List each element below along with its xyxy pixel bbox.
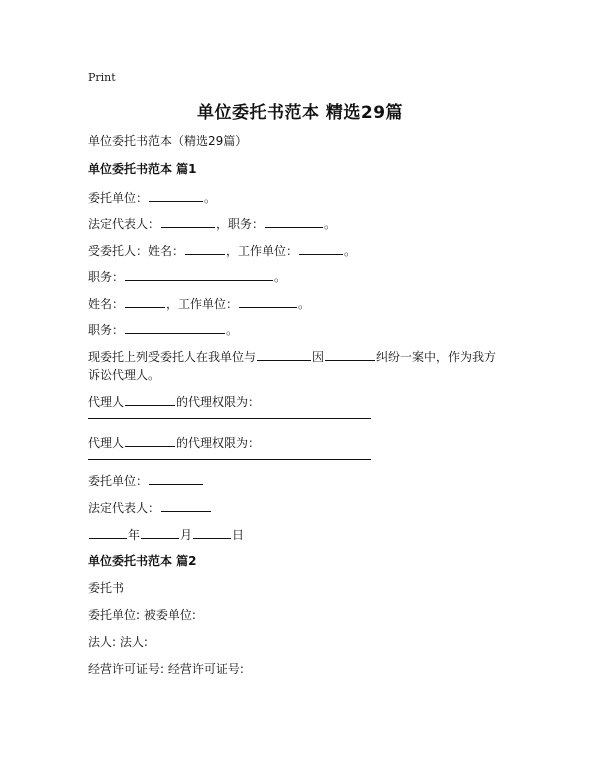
blank-line <box>265 215 323 228</box>
page-title: 单位委托书范本 精选29篇 <box>196 103 404 123</box>
paragraph-text-1: 现委托上列受委托人在我单位与 <box>88 350 257 364</box>
label-position: ，职务： <box>216 217 265 231</box>
blank-line <box>299 242 343 255</box>
signature-date <box>88 526 244 543</box>
field-agent-authority-2 <box>88 434 260 451</box>
label-name: 姓名： <box>88 297 125 311</box>
blank-line <box>185 242 225 255</box>
field-units: 委托单位: 被委单位: <box>88 608 196 622</box>
blank-line <box>125 268 273 281</box>
divider-line <box>88 418 371 419</box>
label-agent: 代理人 <box>88 436 125 450</box>
label-month: 月 <box>180 528 193 542</box>
paragraph-text-2: 因 <box>312 350 325 364</box>
label-agent-authority: 的代理权限为： <box>176 395 261 409</box>
label-entrusting-unit: 委托单位： <box>88 191 149 205</box>
period: 。 <box>324 217 337 231</box>
entrust-paragraph <box>88 348 498 384</box>
field-job-2 <box>88 321 238 338</box>
blank-line <box>161 215 215 228</box>
field-name <box>88 295 310 312</box>
blank-line <box>125 393 175 406</box>
period: 。 <box>344 244 357 258</box>
blank-line <box>149 189 203 202</box>
field-legal-persons: 法人: 法人: <box>88 635 148 649</box>
label-entrustee-name: 受委托人：姓名： <box>88 244 185 258</box>
signature-entrusting-unit <box>88 472 204 489</box>
field-legal-representative <box>88 215 336 232</box>
period: 。 <box>204 191 217 205</box>
label-year: 年 <box>128 528 141 542</box>
field-job <box>88 268 286 285</box>
period: 。 <box>274 270 287 284</box>
blank-line <box>325 348 375 361</box>
label-work-unit: ，工作单位： <box>226 244 299 258</box>
label-sign-unit: 委托单位： <box>88 474 149 488</box>
blank-line <box>141 526 179 539</box>
blank-line <box>239 295 297 308</box>
label-legal-rep: 法定代表人： <box>88 217 161 231</box>
label-agent: 代理人 <box>88 395 125 409</box>
blank-line <box>125 434 175 447</box>
blank-line <box>161 499 211 512</box>
label-job: 职务： <box>88 270 125 284</box>
label-job-2: 职务： <box>88 323 125 337</box>
divider-line <box>88 459 371 460</box>
blank-line <box>125 321 225 334</box>
label-sign-rep: 法定代表人： <box>88 501 161 515</box>
blank-line <box>193 526 231 539</box>
blank-line <box>89 526 127 539</box>
paragraph-text-3: 纠纷一案中，作为我方诉讼代理人。 <box>88 350 497 382</box>
field-entrusting-unit <box>88 189 216 206</box>
section-heading-2: 单位委托书范本 篇2 <box>88 554 197 568</box>
signature-legal-rep <box>88 499 212 516</box>
blank-line <box>149 472 203 485</box>
label-agent-authority: 的代理权限为： <box>176 436 261 450</box>
section-heading-1: 单位委托书范本 篇1 <box>88 162 197 176</box>
label-day: 日 <box>232 528 245 542</box>
blank-line <box>257 348 311 361</box>
doc-name: 委托书 <box>88 581 125 595</box>
period: 。 <box>226 323 239 337</box>
period: 。 <box>298 297 311 311</box>
field-agent-authority-1 <box>88 393 260 410</box>
print-link[interactable]: Print <box>88 71 116 84</box>
field-entrustee <box>88 242 356 259</box>
field-license-numbers: 经营许可证号: 经营许可证号: <box>88 662 244 676</box>
blank-line <box>125 295 165 308</box>
label-work-unit-2: ，工作单位： <box>166 297 239 311</box>
document-subtitle: 单位委托书范本（精选29篇） <box>88 134 248 148</box>
